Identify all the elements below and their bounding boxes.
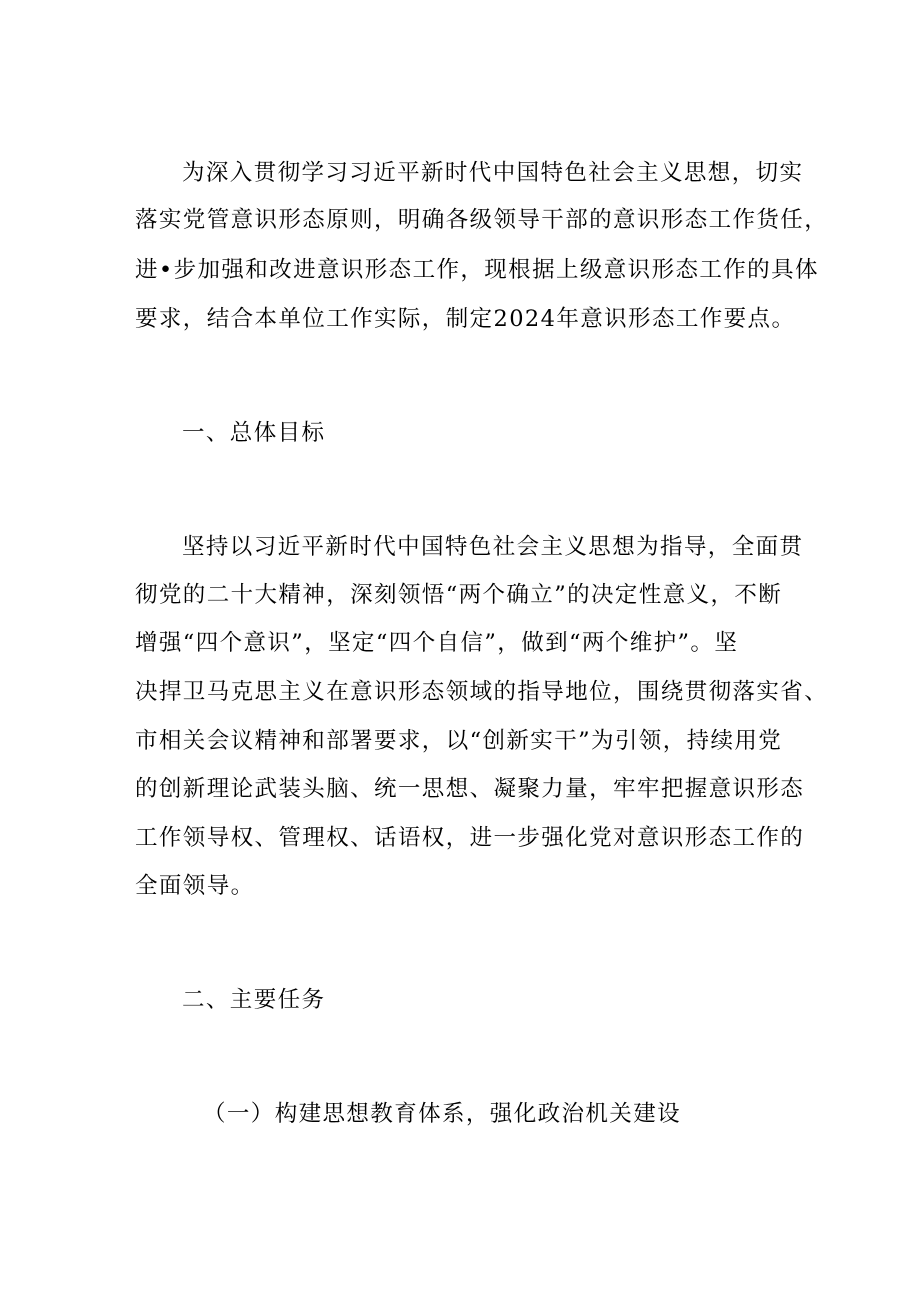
subsection-heading-1: （一）构建思想教育体系，强化政治机关建设 [203,1101,682,1127]
intro-line-1: 为深入贯彻学习习近平新时代中国特色社会主义思想，切实 [182,160,804,186]
intro-line-3: 进•步加强和改进意识形态工作，现根据上级意识形态工作的具体 [135,257,819,283]
section1-line-4: 决捍卫马克思主义在意识形态领域的指导地位，围绕贯彻落实省、 [135,679,829,705]
section1-line-5: 市相关会议精神和部署要求，以“创新实干”为引领，持续用党 [135,728,783,754]
intro-line-2: 落实党管意识形态原则，明确各级领导干部的意识形态工作货任， [135,207,829,233]
section1-line-6: 的创新理论武装头脑、统一思想、凝聚力量，牢牢把握意识形态 [135,776,805,802]
section-heading-overall-goal: 一、总体目标 [182,420,326,446]
section1-line-1: 坚持以习近平新时代中国特色社会主义思想为指导，全面贯 [182,534,804,560]
section1-line-8: 全面领导。 [135,873,255,899]
intro-line-4: 要求，结合本单位工作实际，制定2024年意识形态工作要点。 [135,306,796,332]
section1-line-7: 工作领导权、管理权、话语权，进一步强化党对意识形态工作的 [135,825,805,851]
section1-line-3: 增强“四个意识”，坚定“四个自信”，做到“两个维护”。坚 [135,630,739,656]
section1-line-2: 彻党的二十大精神，深刻领悟“两个确立”的决定性意义，不断 [135,582,783,608]
section-heading-main-tasks: 二、主要任务 [182,987,326,1013]
